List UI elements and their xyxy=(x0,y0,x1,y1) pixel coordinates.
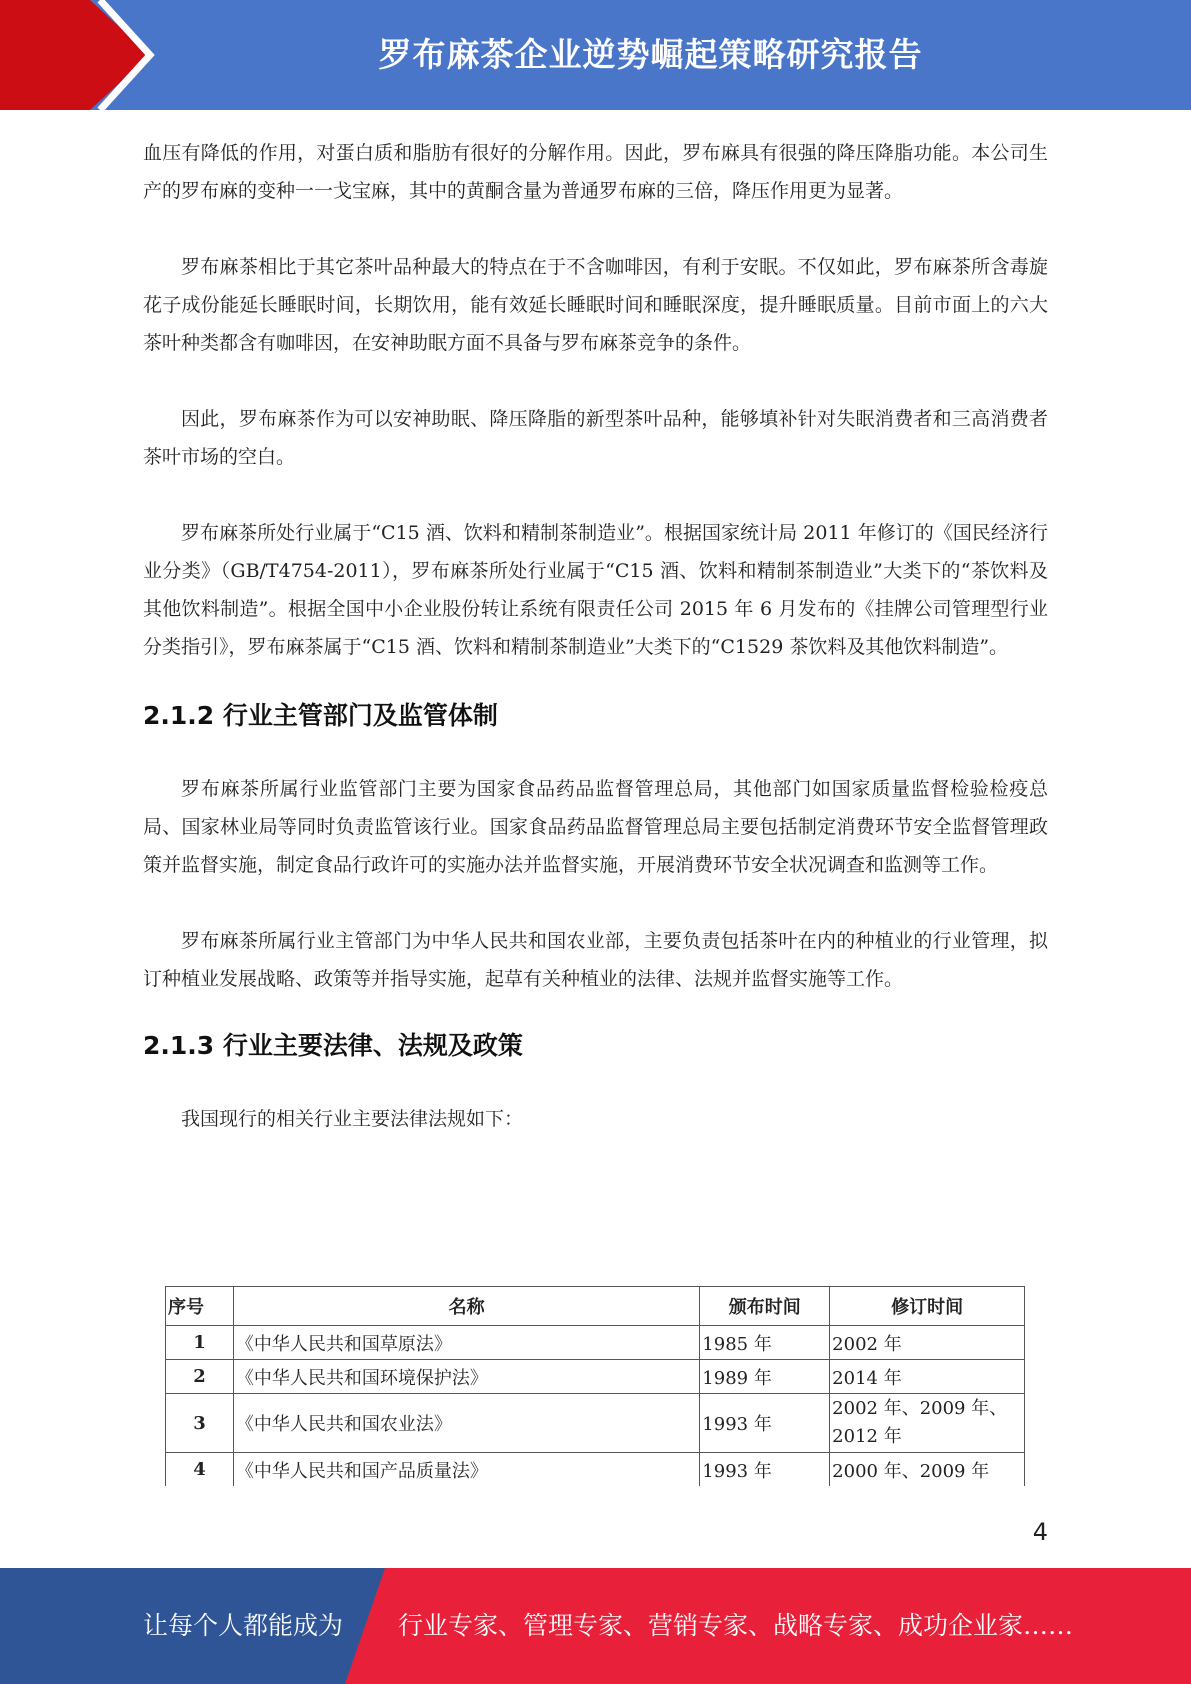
page-break-mask xyxy=(0,1486,1191,1516)
footer-slogan-right: 行业专家、管理专家、营销专家、战略专家、成功企业家…… xyxy=(398,1611,1074,1640)
paragraph: 罗布麻茶所属行业主管部门为中华人民共和国农业部，主要负责包括茶叶在内的种植业的行业管理，拟订种植业发展战略、政策等并指导实施，起草有关种植业的法律、法规并监督实施等工作。 xyxy=(143,930,1048,990)
laws-table xyxy=(165,1286,1025,1487)
column-header-revised: 修订时间 xyxy=(830,1287,1025,1326)
header-red-arrow xyxy=(0,0,160,110)
cell-no: 3 xyxy=(166,1394,234,1453)
cell-issued: 1993 年 xyxy=(700,1453,830,1487)
column-header-name: 名称 xyxy=(233,1287,699,1326)
cell-revised: 2014 年 xyxy=(830,1360,1025,1394)
page-footer xyxy=(0,1568,1191,1684)
page-number: 4 xyxy=(1032,1518,1048,1546)
cell-no: 4 xyxy=(166,1453,234,1487)
table-row xyxy=(166,1453,1025,1487)
section-heading: 2.1.3 行业主要法律、法规及政策 xyxy=(143,1031,523,1060)
cell-name: 《中华人民共和国产品质量法》 xyxy=(233,1453,699,1487)
cell-name: 《中华人民共和国农业法》 xyxy=(233,1394,699,1453)
cell-revised: 2002 年、2009 年、2012 年 xyxy=(830,1394,1025,1453)
paragraph: 罗布麻茶所处行业属于“C15 酒、饮料和精制茶制造业”。根据国家统计局 2011 年修订的《国民经济行业分类》（GB/T4754-2011），罗布麻茶所处行业属于“C15 酒、饮料和精制茶制造业”大类下的“茶饮料及其他饮料制造”。根据全国中小企业股份转让系统有限责任公司 2015 年 6 月发布的《挂牌公司管理型行业分类指引》，罗布麻茶属于“C15 酒、饮料和精制茶制造业”大类下的“C1529 茶饮料及其他饮料制造”。 xyxy=(143,522,1048,658)
cell-no: 1 xyxy=(166,1326,234,1360)
table-header-row xyxy=(166,1287,1025,1326)
cell-issued: 1985 年 xyxy=(700,1326,830,1360)
cell-name: 《中华人民共和国草原法》 xyxy=(233,1326,699,1360)
paragraph: 罗布麻茶所属行业监管部门主要为国家食品药品监督管理总局，其他部门如国家质量监督检验检疫总局、国家林业局等同时负责监管该行业。国家食品药品监督管理总局主要包括制定消费环节安全监督管理政策并监督实施，制定食品行政许可的实施办法并监督实施，开展消费环节安全状况调查和监测等工作。 xyxy=(143,778,1048,876)
table-row xyxy=(166,1394,1025,1453)
cell-issued: 1989 年 xyxy=(700,1360,830,1394)
section-heading: 2.1.2 行业主管部门及监管体制 xyxy=(143,701,498,730)
cell-no: 2 xyxy=(166,1360,234,1394)
footer-slogan-left: 让每个人都能成为 xyxy=(143,1611,344,1640)
column-header-no: 序号 xyxy=(166,1287,234,1326)
column-header-issued: 颁布时间 xyxy=(700,1287,830,1326)
page-header xyxy=(0,0,1191,110)
paragraph: 罗布麻茶相比于其它茶叶品种最大的特点在于不含咖啡因，有利于安眠。不仅如此，罗布麻茶所含毒旋花子成份能延长睡眠时间，长期饮用，能有效延长睡眠时间和睡眠深度，提升睡眠质量。目前市面上的六大茶叶种类都含有咖啡因，在安神助眠方面不具备与罗布麻茶竞争的条件。 xyxy=(143,256,1048,354)
paragraph: 因此，罗布麻茶作为可以安神助眠、降压降脂的新型茶叶品种，能够填补针对失眠消费者和三高消费者茶叶市场的空白。 xyxy=(143,408,1048,468)
cell-revised: 2002 年 xyxy=(830,1326,1025,1360)
table-row xyxy=(166,1360,1025,1394)
cell-revised: 2000 年、2009 年 xyxy=(830,1453,1025,1487)
main-content xyxy=(143,134,1048,1138)
cell-issued: 1993 年 xyxy=(700,1394,830,1453)
table-row xyxy=(166,1326,1025,1360)
paragraph: 血压有降低的作用，对蛋白质和脂肪有很好的分解作用。因此，罗布麻具有很强的降压降脂功能。本公司生产的罗布麻的变种一一戈宝麻，其中的黄酮含量为普通罗布麻的三倍，降压作用更为显著。 xyxy=(143,142,1048,202)
cell-name: 《中华人民共和国环境保护法》 xyxy=(233,1360,699,1394)
report-title: 罗布麻茶企业逆势崛起策略研究报告 xyxy=(378,35,923,74)
paragraph: 我国现行的相关行业主要法律法规如下： xyxy=(181,1108,524,1130)
